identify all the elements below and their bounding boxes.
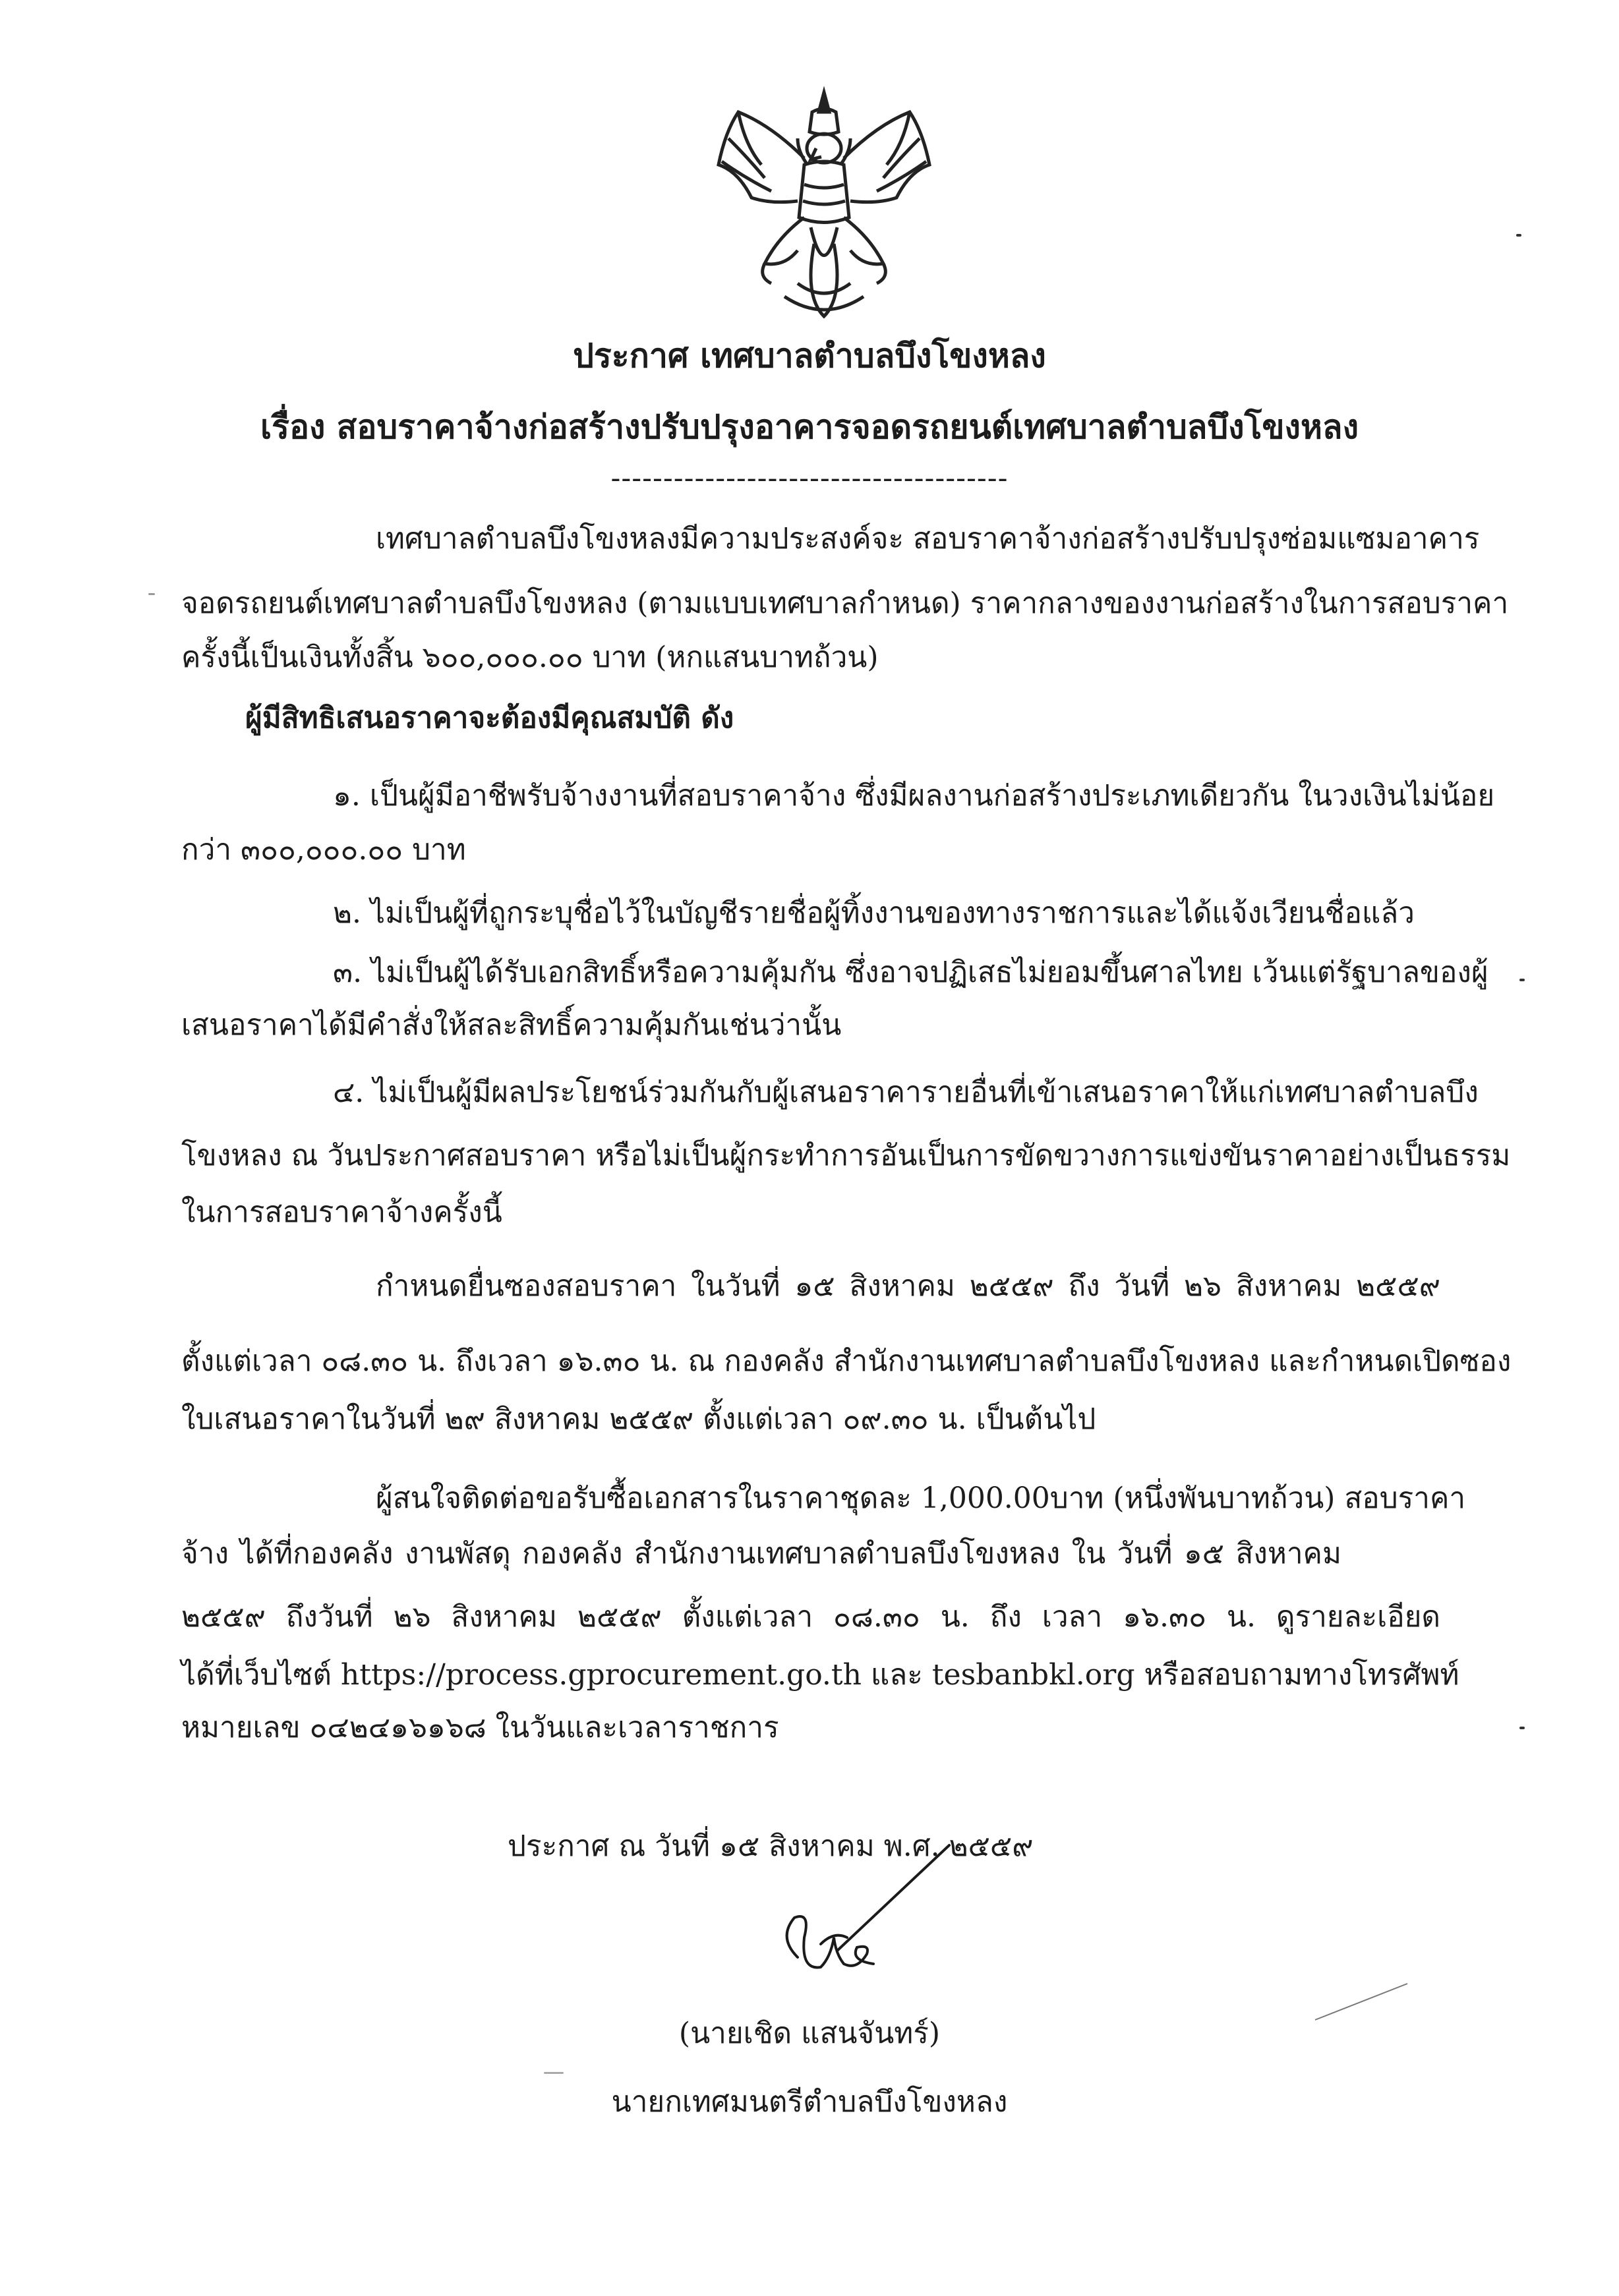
qualification-3-line-2: เสนอราคาได้มีคำสั่งให้สละสิทธิ์ความคุ้มกันเช่นว่านั้น	[181, 1008, 842, 1042]
garuda-emblem-icon	[699, 86, 949, 330]
schedule-line-3: ใบเสนอราคาในวันที่ ๒๙ สิงหาคม ๒๕๕๙ ตั้งแต่เวลา ๐๙.๓๐ น. เป็นต้นไป	[181, 1402, 1096, 1436]
contact-line-1: ผู้สนใจติดต่อขอรับซื้อเอกสารในราคาชุดละ 1,000.00บาท (หนึ่งพันบาทถ้วน) สอบราคา	[376, 1481, 1466, 1515]
qualification-4-line-3: ในการสอบราคาจ้างครั้งนี้	[181, 1195, 502, 1229]
signature-icon	[758, 1839, 982, 2010]
scan-speck	[1519, 979, 1525, 981]
qualification-2: ๒. ไม่เป็นผู้ที่ถูกระบุชื่อไว้ในบัญชีรายชื่อผู้ทิ้งงานของทางราชการและได้แจ้งเวียนชื่อแล้ว	[333, 896, 1415, 930]
qualification-4-line-2: โขงหลง ณ วันประกาศสอบราคา หรือไม่เป็นผู้กระทำการอันเป็นการขัดขวางการแข่งขันราคาอย่างเป็นธรรม	[181, 1139, 1511, 1172]
announcement-date: ประกาศ ณ วันที่ ๑๕ สิงหาคม พ.ศ. ๒๕๕๙	[508, 1829, 1034, 1863]
qualification-4-line-1: ๔. ไม่เป็นผู้มีผลประโยชน์ร่วมกันกับผู้เสนอราคารายอื่นที่เข้าเสนอราคาให้แก่เทศบาลตำบลบึง	[333, 1076, 1479, 1109]
pen-mark-icon	[1312, 1980, 1411, 2026]
intro-line-2: จอดรถยนต์เทศบาลตำบลบึงโขงหลง (ตามแบบเทศบาลกำหนด) ราคากลางของงานก่อสร้างในการสอบราคา	[181, 587, 1509, 620]
schedule-line-2: ตั้งแต่เวลา ๐๘.๓๐ น. ถึงเวลา ๑๖.๓๐ น. ณ กองคลัง สำนักงานเทศบาลตำบลบึงโขงหลง และกำหนดเปิดซอง	[181, 1344, 1512, 1378]
qualifications-heading: ผู้มีสิทธิเสนอราคาจะต้องมีคุณสมบัติ ดัง	[245, 701, 734, 735]
announcement-title: ประกาศ เทศบาลตำบลบึงโขงหลง	[573, 336, 1046, 375]
intro-line-1: เทศบาลตำบลบึงโขงหลงมีความประสงค์จะ สอบราคาจ้างก่อสร้างปรับปรุงซ่อมแซมอาคาร	[376, 522, 1480, 556]
contact-line-2: จ้าง ได้ที่กองคลัง งานพัสดุ กองคลัง สำนักงานเทศบาลตำบลบึงโขงหลง ใน วันที่ ๑๕ สิงหาคม	[181, 1537, 1341, 1570]
scan-speck	[1516, 234, 1521, 237]
qualification-1-line-1: ๑. เป็นผู้มีอาชีพรับจ้างงานที่สอบราคาจ้าง ซึ่งมีผลงานก่อสร้างประเภทเดียวกัน ในวงเงินไม่น้อย	[333, 779, 1495, 813]
qualification-3-line-1: ๓. ไม่เป็นผู้ได้รับเอกสิทธิ์หรือความคุ้มกัน ซึ่งอาจปฏิเสธไม่ยอมขึ้นศาลไทย เว้นแต่รัฐบาลของผู้	[333, 956, 1488, 989]
contact-line-5: หมายเลข ๐๔๒๔๑๖๑๖๘ ในวันและเวลาราชการ	[181, 1711, 779, 1744]
intro-line-3: ครั้งนี้เป็นเงินทั้งสิ้น ๖๐๐,๐๐๐.๐๐ บาท (หกแสนบาทถ้วน)	[181, 641, 879, 674]
scan-speck	[544, 2072, 564, 2074]
contact-line-3: ๒๕๕๙ ถึงวันที่ ๒๖ สิงหาคม ๒๕๕๙ ตั้งแต่เวลา ๐๘.๓๐ น. ถึง เวลา ๑๖.๓๐ น. ดูรายละเอียด	[181, 1600, 1440, 1634]
scan-speck	[148, 593, 155, 595]
contact-line-4: ได้ที่เว็บไซต์ https://process.gprocurement.go.th และ tesbanbkl.org หรือสอบถามทางโทรศัพท์	[181, 1658, 1459, 1692]
qualification-1-line-2: กว่า ๓๐๐,๐๐๐.๐๐ บาท	[181, 833, 466, 867]
header-separator: --------------------------------------	[610, 461, 1009, 495]
schedule-line-1: กำหนดยื่นซองสอบราคา ในวันที่ ๑๕ สิงหาคม ๒๕๕๙ ถึง วันที่ ๒๖ สิงหาคม ๒๕๕๙	[376, 1269, 1440, 1303]
scan-speck	[1519, 1727, 1525, 1729]
signer-title: นายกเทศมนตรีตำบลบึงโขงหลง	[611, 2085, 1008, 2119]
signer-name: (นายเชิด แสนจันทร์)	[678, 2017, 941, 2050]
announcement-subject: เรื่อง สอบราคาจ้างก่อสร้างปรับปรุงอาคารจอดรถยนต์เทศบาลตำบลบึงโขงหลง	[260, 407, 1359, 446]
